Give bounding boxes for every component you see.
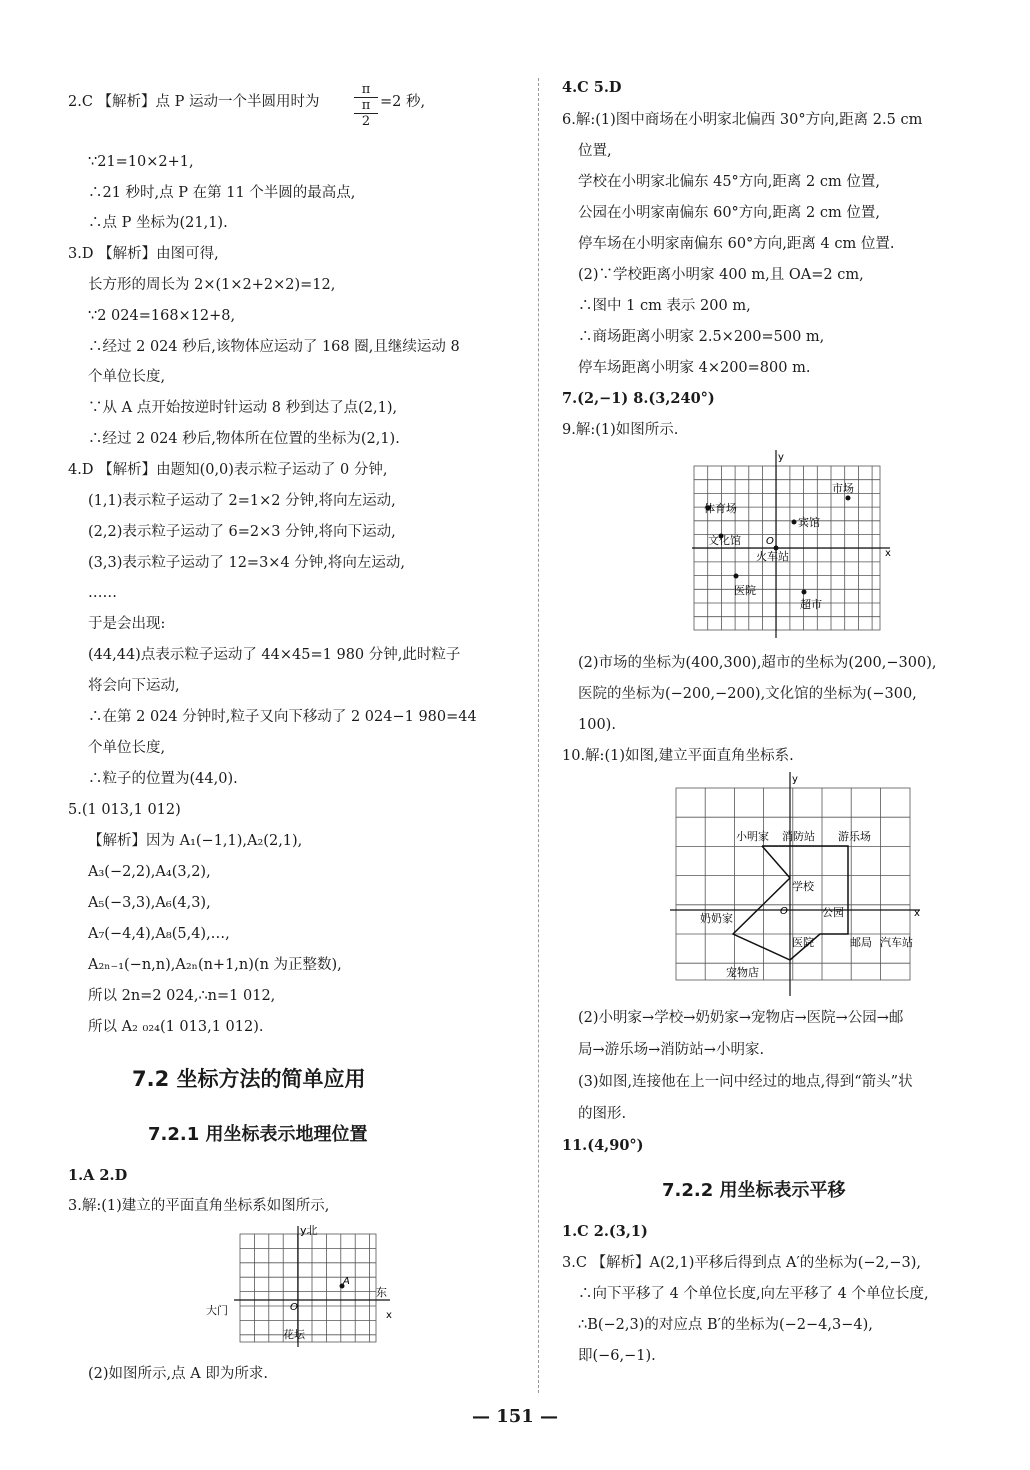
q3c-line: 即(−6,−1). — [578, 1348, 656, 1364]
q3-line: ∴经过 2 024 秒后,该物体应运动了 168 圈,且继续运动 8 — [88, 339, 460, 355]
q4-line: ∴在第 2 024 分钟时,粒子又向下移动了 2 024−1 980=44 — [88, 709, 477, 725]
q10-line: 的图形. — [578, 1106, 627, 1122]
q10-line: 局→游乐场→消防站→小明家. — [578, 1042, 765, 1058]
fig3-bus-label: 汽车站 — [880, 936, 913, 949]
figure-garden-grid — [200, 1222, 400, 1352]
fig2-supermarket-label: 超市 — [800, 598, 822, 611]
q5-line: A₅(−3,3),A₆(4,3), — [88, 895, 211, 911]
q5-line: A₂ₙ₋₁(−n,n),A₂ₙ(n+1,n)(n 为正整数), — [88, 957, 342, 973]
q6-line: 停车场在小明家南偏东 60°方向,距离 4 cm 位置. — [578, 236, 895, 252]
fig2-hospital-label: 医院 — [734, 584, 756, 597]
q5-line: 【解析】因为 A₁(−1,1),A₂(2,1), — [88, 833, 303, 849]
fig1-garden-label: 花坛 — [283, 1328, 305, 1341]
subsection-title-2: 7.2.2 用坐标表示平移 — [662, 1180, 846, 1201]
q2-line1b: =2 秒, — [380, 94, 426, 110]
fig1-y-label: y北 — [300, 1224, 318, 1237]
q6-line: 6.解:(1)图中商场在小明家北偏西 30°方向,距离 2.5 cm — [562, 112, 923, 128]
q4-line: (1,1)表示粒子运动了 2=1×2 分钟,将向左运动, — [88, 493, 396, 509]
answer-11: 11.(4,90°) — [562, 1137, 644, 1154]
q5-line: A₇(−4,4),A₈(5,4),…, — [88, 926, 230, 942]
fig3-hospital-label: 医院 — [792, 936, 814, 949]
q6-line: (2)∵学校距离小明家 400 m,且 OA=2 cm, — [578, 267, 864, 283]
figure-route-map — [664, 770, 930, 998]
q5-line: 5.(1 013,1 012) — [68, 802, 181, 818]
q4-line: (3,3)表示粒子运动了 12=3×4 分钟,将向左运动, — [88, 555, 406, 571]
fig3-amuse-label: 游乐场 — [838, 830, 871, 843]
answers-4-5: 4.C 5.D — [562, 79, 622, 96]
q6-line: ∴图中 1 cm 表示 200 m, — [578, 298, 751, 314]
figure-city-map — [690, 448, 900, 640]
q10-line: (3)如图,连接他在上一问中经过的地点,得到“箭头”状 — [578, 1074, 913, 1090]
fig2-hotel-label: 宾馆 — [798, 516, 820, 529]
column-divider — [538, 78, 539, 1393]
fig3-post-label: 邮局 — [850, 936, 872, 949]
q3-line: ∴经过 2 024 秒后,物体所在位置的坐标为(2,1). — [88, 431, 400, 447]
q4-line: (2,2)表示粒子运动了 6=2×3 分钟,将向下运动, — [88, 524, 396, 540]
fig2-culture-label: 文化馆 — [708, 534, 741, 547]
q3b-line1: 3.解:(1)建立的平面直角坐标系如图所示, — [68, 1198, 330, 1214]
answers-7-8: 7.(2,−1) 8.(3,240°) — [562, 390, 715, 407]
q4-line: (44,44)点表示粒子运动了 44×45=1 980 分钟,此时粒子 — [88, 647, 461, 663]
q3-line: ∵从 A 点开始按逆时针运动 8 秒到达了点(2,1), — [88, 400, 398, 416]
answers-1-2: 1.A 2.D — [68, 1167, 128, 1184]
q3c-line: 3.C 【解析】A(2,1)平移后得到点 A′的坐标为(−2,−3), — [562, 1255, 922, 1271]
q3c-line: ∴B(−2,3)的对应点 B′的坐标为(−2−4,3−4), — [578, 1317, 873, 1333]
q2-line4: ∴点 P 坐标为(21,1). — [88, 215, 228, 231]
q6-line: 学校在小明家北偏东 45°方向,距离 2 cm 位置, — [578, 174, 880, 190]
q9-line: 100). — [578, 717, 616, 733]
q6-line: ∴商场距离小明家 2.5×200=500 m, — [578, 329, 825, 345]
q6-line: 停车场距离小明家 4×200=800 m. — [578, 360, 811, 376]
fig2-station-label: 火车站 — [756, 550, 789, 563]
q3-line: 3.D 【解析】由图可得, — [68, 246, 219, 262]
q4-line: …… — [88, 585, 117, 601]
q4-line: ∴粒子的位置为(44,0). — [88, 771, 238, 787]
q9-line: (2)市场的坐标为(400,300),超市的坐标为(200,−300), — [578, 655, 937, 671]
section-title: 7.2 坐标方法的简单应用 — [132, 1067, 366, 1091]
q3-line: 个单位长度, — [88, 369, 166, 385]
q3-line: ∵2 024=168×12+8, — [88, 308, 236, 324]
fig3-y-label: y — [792, 774, 798, 785]
q10-line: (2)小明家→学校→奶奶家→宠物店→医院→公园→邮 — [578, 1010, 904, 1026]
fig2-stadium-label: 体育场 — [704, 502, 737, 515]
fig2-y-label: y — [778, 452, 784, 463]
q9-line1: 9.解:(1)如图所示. — [562, 422, 679, 438]
q2-line1a: 2.C 【解析】点 P 运动一个半圆用时为 — [68, 94, 320, 110]
fig2-origin-label: O — [766, 536, 774, 547]
fig3-school-label: 学校 — [792, 880, 814, 893]
q3b-line2: (2)如图所示,点 A 即为所求. — [88, 1366, 268, 1382]
q4-line: 于是会出现: — [88, 616, 166, 632]
fig1-a-label: A — [343, 1276, 350, 1287]
q2-line3: ∴21 秒时,点 P 在第 11 个半圆的最高点, — [88, 185, 356, 201]
q4-line: 个单位长度, — [88, 740, 166, 756]
q3-line: 长方形的周长为 2×(1×2+2×2)=12, — [88, 277, 336, 293]
fig2-market-label: 市场 — [832, 482, 854, 495]
fig1-x-label: x — [386, 1310, 392, 1321]
q9-line: 医院的坐标为(−200,−200),文化馆的坐标为(−300, — [578, 686, 917, 702]
q2-fraction: π π 2 — [354, 82, 378, 129]
fig3-pet-label: 宠物店 — [726, 966, 759, 979]
fig3-home-label: 小明家 — [736, 830, 769, 843]
fig3-park-label: 公园 — [822, 906, 844, 919]
q6-line: 公园在小明家南偏东 60°方向,距离 2 cm 位置, — [578, 205, 880, 221]
q5-line: 所以 A₂ ₀₂₄(1 013,1 012). — [88, 1019, 264, 1035]
q2-line2: ∵21=10×2+1, — [88, 154, 194, 170]
fig3-fire-label: 消防站 — [782, 830, 815, 843]
page-number: — 151 — — [471, 1406, 559, 1427]
q5-line: 所以 2n=2 024,∴n=1 012, — [88, 988, 276, 1004]
q3c-line: ∴向下平移了 4 个单位长度,向左平移了 4 个单位长度, — [578, 1286, 929, 1302]
subsection-title: 7.2.1 用坐标表示地理位置 — [148, 1124, 368, 1145]
answers-1-2b: 1.C 2.(3,1) — [562, 1223, 648, 1240]
q4-line: 4.D 【解析】由题知(0,0)表示粒子运动了 0 分钟, — [68, 462, 388, 478]
fig1-east-label: 东 — [376, 1286, 387, 1299]
fig1-gate-label: 大门 — [206, 1304, 228, 1317]
q6-line: 位置, — [578, 143, 612, 159]
q4-line: 将会向下运动, — [88, 678, 180, 694]
fig3-origin-label: O — [780, 906, 788, 917]
fig1-origin-label: O — [290, 1302, 298, 1313]
fig2-x-label: x — [885, 548, 891, 559]
fig3-grandma-label: 奶奶家 — [700, 912, 733, 925]
fig3-x-label: x — [914, 908, 920, 919]
q10-line1: 10.解:(1)如图,建立平面直角坐标系. — [562, 748, 794, 764]
q5-line: A₃(−2,2),A₄(3,2), — [88, 864, 211, 880]
